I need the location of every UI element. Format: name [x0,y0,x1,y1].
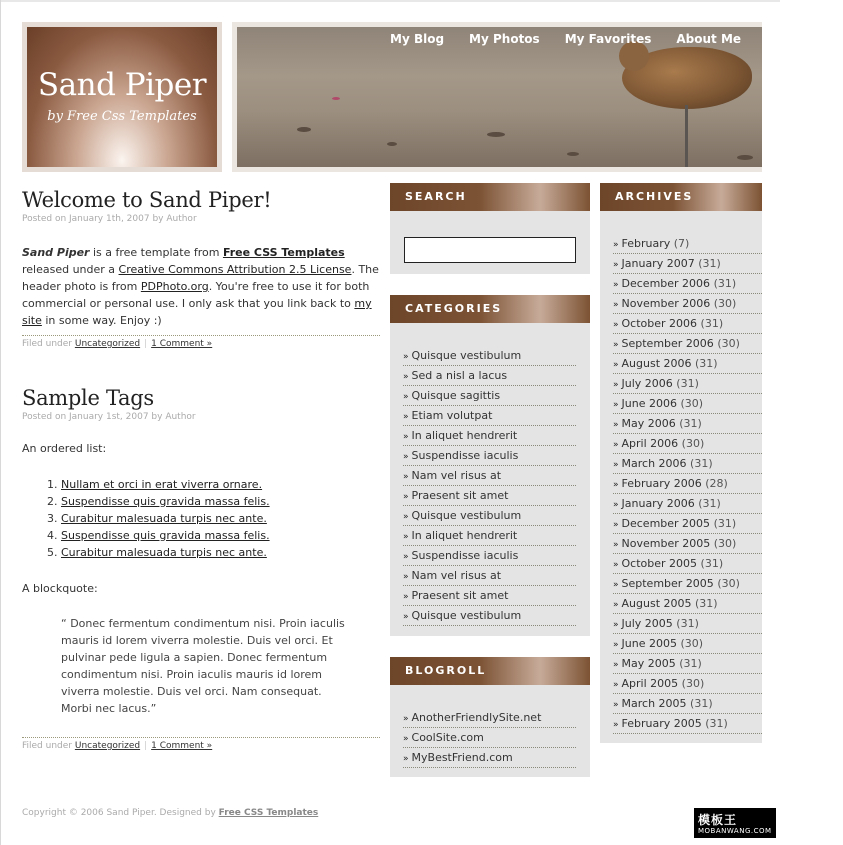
category-label[interactable]: Suspendisse iaculis [411,449,519,462]
bullet-icon: » [613,400,619,410]
archive-item[interactable] [613,594,762,614]
archive-item[interactable] [613,394,762,414]
bullet-icon: » [613,680,619,690]
post-text: released under a [22,263,119,276]
archive-count: (31) [713,277,737,290]
site-subtitle: by Free Css Templates [47,109,197,124]
archive-item[interactable] [613,654,762,674]
archive-count: (31) [705,717,728,730]
list-item [61,544,380,561]
blogroll-item[interactable] [403,728,576,748]
archive-item[interactable] [613,554,762,574]
watermark-badge [694,808,776,838]
bullet-icon: » [613,460,619,470]
category-label[interactable]: Nam vel risus at [411,469,502,482]
list-item [61,527,380,544]
archive-item[interactable] [613,234,762,254]
archive-item[interactable] [613,254,762,274]
post-footer: Filed under Uncategorized | 1 Comment » [22,737,380,751]
bullet-icon: » [403,492,409,502]
archive-count: (31) [676,377,699,390]
footer [22,808,318,818]
comments-link[interactable]: 1 Comment » [151,741,213,751]
category-item[interactable] [403,386,576,406]
bullet-icon: » [613,520,619,530]
sandpiper-photo [237,27,762,167]
archive-count: (31) [690,697,713,710]
archive-item[interactable] [613,634,762,654]
post-title[interactable]: Welcome to Sand Piper! [22,188,272,212]
ordered-list-label: An ordered list: [22,442,107,455]
site-title: Sand Piper [37,67,207,103]
archive-item[interactable] [613,574,762,594]
category-item[interactable] [403,566,576,586]
list-item [61,510,380,527]
post-text: is a free template from [89,246,223,259]
archive-count: (31) [679,657,702,670]
archive-item[interactable] [613,274,762,294]
category-label[interactable]: Etiam volutpat [411,409,493,422]
category-item[interactable] [403,426,576,446]
main-nav [390,32,843,46]
bullet-icon: » [613,480,619,490]
bullet-icon: » [613,640,619,650]
top-border [0,0,780,2]
blogroll-item[interactable] [403,748,576,768]
copyright-text: Copyright © 2006 Sand Piper. Designed by [22,808,219,818]
bullet-icon: » [403,412,409,422]
archive-month[interactable]: October 2006 [621,317,698,330]
post-meta: Posted on January 1th, 2007 by Author [22,214,197,224]
ordered-list [22,476,380,561]
archive-count: (30) [681,677,705,690]
category-item[interactable] [403,446,576,466]
category-label[interactable]: Nam vel risus at [411,569,502,582]
list-item-link[interactable]: Suspendisse quis gravida massa felis. [61,495,270,508]
bullet-icon: » [403,472,409,482]
intro-bold: Sand Piper [22,246,90,259]
archive-item[interactable] [613,354,762,374]
blockquote: “ Donec fermentum condimentum nisi. Proin iaculis mauris id lorem viverra molestie. Duis vel orci. Et pulvinar pede ligula a sapien. Donec fermentum condimentum nisi. Proin iaculis mauris id lorem viverra molestie. Duis vel orci. Nam consequat. Morbi nec lacus.” [61,617,345,715]
bullet-icon: » [403,352,409,362]
archive-month[interactable]: June 2005 [621,637,677,650]
archives-list [613,234,762,734]
bullet-icon: » [403,714,409,724]
bullet-icon: » [613,280,619,290]
main-content [22,188,380,751]
bird-leg [685,105,688,167]
category-item[interactable] [403,466,576,486]
archive-item[interactable] [613,294,762,314]
bullet-icon: » [613,440,619,450]
category-label[interactable]: Suspendisse iaculis [411,549,519,562]
bullet-icon: » [613,560,619,570]
archive-month[interactable]: July 2006 [621,377,673,390]
bullet-icon: » [613,300,619,310]
archive-item[interactable] [613,494,762,514]
category-link[interactable]: Uncategorized [74,741,141,751]
archive-item[interactable] [613,314,762,334]
archive-month[interactable]: June 2006 [621,397,677,410]
bullet-icon: » [613,260,619,270]
category-label[interactable]: In aliquet hendrerit [411,529,518,542]
post-text: . You're free to use it for both commercial or personal use. I only ask that you link back to [22,280,370,310]
archive-month[interactable]: May 2005 [621,657,676,670]
bullet-icon: » [403,392,409,402]
bullet-icon: » [613,660,619,670]
archive-count: (31) [676,617,699,630]
category-label[interactable]: Quisque sagittis [411,389,501,402]
bullet-icon: » [403,372,409,382]
archive-item[interactable] [613,534,762,554]
archive-count: (31) [698,497,721,510]
archive-count: (31) [700,557,724,570]
archive-item[interactable] [613,674,762,694]
archive-count: (28) [705,477,728,490]
bullet-icon: » [613,360,619,370]
category-label[interactable]: Praesent sit amet [411,589,509,602]
logo[interactable] [22,22,222,172]
archive-count: (30) [713,537,737,550]
archive-month[interactable]: May 2006 [621,417,676,430]
bullet-icon: » [613,600,619,610]
blockquote-label: A blockquote: [22,582,98,595]
bullet-icon: » [613,500,619,510]
footer-designer-link[interactable]: Free CSS Templates [218,808,319,818]
list-item-link[interactable]: Curabitur malesuada turpis nec ante. [61,546,267,559]
bullet-icon: » [403,532,409,542]
archive-month[interactable]: March 2005 [621,697,687,710]
archive-count: (31) [679,417,702,430]
logo-background [27,27,217,167]
post-body [22,440,380,717]
post [22,188,380,352]
bullet-icon: » [403,512,409,522]
archive-item[interactable] [613,414,762,434]
post-footer: Filed under Uncategorized | 1 Comment » [22,335,380,349]
category-item[interactable] [403,526,576,546]
archive-month[interactable]: August 2006 [621,357,692,370]
archive-month[interactable]: January 2006 [621,497,695,510]
category-item[interactable] [403,346,576,366]
list-item [61,493,380,510]
category-item[interactable] [403,606,576,626]
category-label[interactable]: Quisque vestibulum [411,349,522,362]
search-input[interactable] [404,237,576,263]
list-item-link[interactable]: Suspendisse quis gravida massa felis. [61,529,270,542]
archive-count: (7) [673,237,690,250]
archive-count: (31) [700,317,724,330]
bullet-icon: » [613,620,619,630]
archive-count: (30) [717,577,740,590]
category-label[interactable]: Praesent sit amet [411,489,509,502]
blogroll-label[interactable]: CoolSite.com [411,731,484,744]
license-link[interactable]: Creative Commons Attribution 2.5 License [118,263,352,276]
nav-my-photos[interactable]: My Photos [469,32,540,46]
post-meta: Posted on January 1st, 2007 by Author [22,412,196,422]
free-css-templates-link[interactable]: Free CSS Templates [222,246,345,259]
category-item[interactable] [403,546,576,566]
archives-panel [600,183,762,743]
pdphoto-link[interactable]: PDPhoto.org [140,280,209,293]
archive-item[interactable] [613,454,762,474]
blogroll-item[interactable] [403,708,576,728]
archive-month[interactable]: December 2005 [621,517,711,530]
category-item[interactable] [403,366,576,386]
post [22,386,380,751]
categories-heading: CATEGORIES [390,295,590,323]
left-border [0,0,1,845]
category-label[interactable]: In aliquet hendrerit [411,429,518,442]
search-panel [390,183,590,274]
bullet-icon: » [613,420,619,430]
blogroll-label[interactable]: MyBestFriend.com [411,751,513,764]
archive-count: (30) [713,297,737,310]
bullet-icon: » [613,240,619,250]
archive-count: (31) [695,597,718,610]
archive-month[interactable]: February [621,237,671,250]
nav-about-me[interactable]: About Me [676,32,742,46]
archive-month[interactable]: September 2006 [621,337,714,350]
archive-month[interactable]: July 2005 [621,617,673,630]
archive-item[interactable] [613,474,762,494]
my-site-link[interactable]: my site [22,297,372,327]
bullet-icon: » [613,700,619,710]
archive-month[interactable]: December 2006 [621,277,711,290]
bullet-icon: » [613,320,619,330]
bullet-icon: » [403,734,409,744]
bullet-icon: » [613,540,619,550]
filed-under-label: Filed under [22,339,72,349]
category-label[interactable]: Sed a nisl a lacus [411,369,508,382]
post-body [22,244,380,329]
archive-month[interactable]: March 2006 [621,457,687,470]
nav-my-favorites[interactable]: My Favorites [564,32,652,46]
archive-month[interactable]: February 2005 [621,717,702,730]
category-label[interactable]: Quisque vestibulum [411,509,522,522]
archive-count: (30) [717,337,740,350]
bullet-icon: » [613,720,619,730]
bullet-icon: » [403,754,409,764]
archive-item[interactable] [613,694,762,714]
list-item [61,476,380,493]
categories-list [403,346,576,626]
archive-count: (30) [680,397,704,410]
archive-count: (30) [680,637,704,650]
filed-under-label: Filed under [22,741,72,751]
comments-link[interactable]: 1 Comment » [151,339,213,349]
blogroll-heading: BLOGROLL [390,657,590,685]
watermark-url: MOBANWANG.COM [698,827,772,835]
category-item[interactable] [403,586,576,606]
bullet-icon: » [403,612,409,622]
bullet-icon: » [403,552,409,562]
nav-contact[interactable]: Contact [766,32,819,46]
archive-item[interactable] [613,714,762,734]
bullet-icon: » [403,572,409,582]
archive-month[interactable]: October 2005 [621,557,698,570]
bullet-icon: » [613,580,619,590]
blogroll-label[interactable]: AnotherFriendlySite.net [411,711,542,724]
bullet-icon: » [403,592,409,602]
post-text: . The header photo is from [22,263,379,293]
list-item-link[interactable]: Curabitur malesuada turpis nec ante. [61,512,267,525]
post-text: in some way. Enjoy :) [41,314,162,327]
watermark-title: 模板王 [698,813,738,827]
archive-item[interactable] [613,434,762,454]
categories-panel [390,295,590,636]
category-item[interactable] [403,406,576,426]
archive-month[interactable]: November 2005 [621,537,711,550]
category-label[interactable]: Quisque vestibulum [411,609,522,622]
list-item-link[interactable]: Nullam et orci in erat viverra ornare. [61,478,263,491]
search-heading: SEARCH [390,183,590,211]
archive-month[interactable]: April 2006 [621,437,679,450]
archive-month[interactable]: November 2006 [621,297,711,310]
archive-item[interactable] [613,614,762,634]
archive-count: (31) [690,457,713,470]
blogroll-list [403,708,576,768]
nav-my-blog[interactable]: My Blog [390,32,445,46]
archive-item[interactable] [613,514,762,534]
archives-heading: ARCHIVES [600,183,762,211]
category-item[interactable] [403,486,576,506]
archive-count: (30) [681,437,705,450]
category-link[interactable]: Uncategorized [74,339,141,349]
archive-item[interactable] [613,374,762,394]
archive-count: (31) [713,517,737,530]
blogroll-panel [390,657,590,777]
bullet-icon: » [403,452,409,462]
archive-month[interactable]: January 2007 [621,257,695,270]
bullet-icon: » [613,380,619,390]
archive-item[interactable] [613,334,762,354]
archive-month[interactable]: April 2005 [621,677,679,690]
archive-month[interactable]: August 2005 [621,597,692,610]
bullet-icon: » [403,432,409,442]
post-title[interactable]: Sample Tags [22,386,154,410]
archive-month[interactable]: February 2006 [621,477,702,490]
archive-count: (31) [695,357,718,370]
bullet-icon: » [613,340,619,350]
archive-month[interactable]: September 2005 [621,577,714,590]
archive-count: (31) [698,257,721,270]
category-item[interactable] [403,506,576,526]
